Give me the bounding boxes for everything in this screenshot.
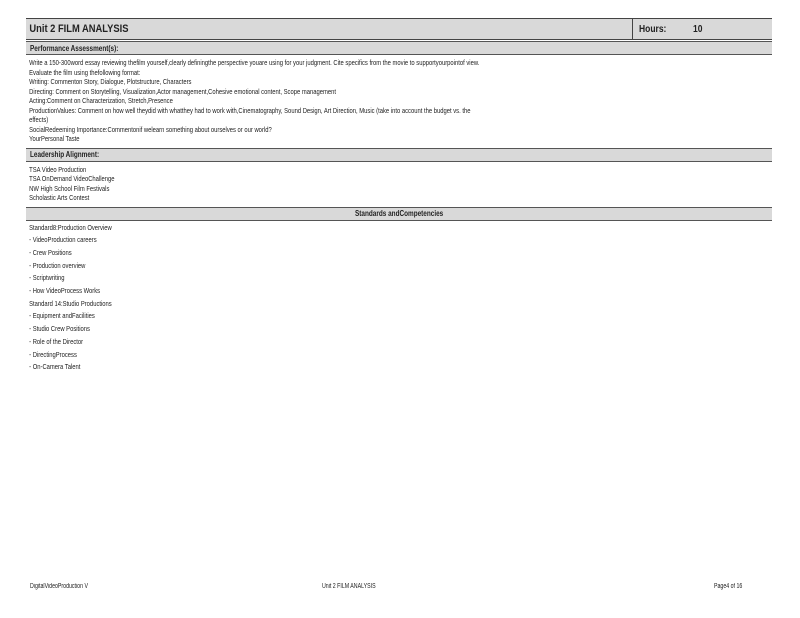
standards-heading: Standards andCompetencies bbox=[354, 209, 444, 218]
standards-line: - Equipment andFacilities bbox=[29, 311, 95, 321]
leadership-line: NW High School Film Festivals bbox=[29, 183, 110, 193]
leadership-text bbox=[26, 165, 772, 203]
leadership-line: TSA OnDemand VideoChallenge bbox=[29, 174, 115, 183]
footer-unit-title: Unit 2 FILM ANALYSIS bbox=[322, 583, 376, 590]
standards-list bbox=[26, 222, 772, 374]
standards-line: - Production overview bbox=[29, 260, 86, 270]
hours-label: Hours: bbox=[639, 23, 667, 35]
performance-line: SocialRedeeming Importance:Commentonif welearn something about ourselves or our world? bbox=[29, 124, 272, 134]
performance-line: Evaluate the film using thefollowing format: bbox=[29, 67, 141, 77]
performance-text bbox=[26, 58, 772, 144]
leadership-line: TSA Video Production bbox=[29, 164, 87, 174]
standards-line: Standard8:Production Overview bbox=[29, 222, 112, 232]
standards-line: - How VideoProcess Works bbox=[29, 286, 101, 296]
standards-line: - VideoProduction careers bbox=[29, 235, 97, 245]
page-footer bbox=[30, 583, 760, 593]
performance-line: Directing: Comment on Storytelling, Visualization,Actor management,Cohesive emotional content, Scope management bbox=[29, 86, 336, 96]
leadership-line: Scholastic Arts Contest bbox=[29, 193, 90, 202]
standards-line: - Crew Positions bbox=[29, 247, 72, 257]
leadership-heading-bar bbox=[26, 148, 772, 162]
performance-line: ProductionValues: Comment on how well theydid with whatthey had to work with,Cinematography, Sound Design, Art Direction, Music (take into account the budget vs. the bbox=[29, 105, 471, 115]
performance-line: Writing: Commenton Story, Dialogue, Plotstructure, Characters bbox=[29, 77, 192, 86]
standards-line: - Studio Crew Positions bbox=[29, 324, 90, 334]
standards-line: - Role of the Director bbox=[29, 336, 84, 346]
performance-heading-bar bbox=[26, 41, 772, 55]
performance-line: YourPersonal Taste bbox=[29, 134, 80, 143]
performance-line: Acting:Comment on Characterization, Stretch,Presence bbox=[29, 96, 173, 105]
footer-page-number: Page4 of 16 bbox=[714, 583, 743, 590]
performance-line: Write a 150-300word essay reviewing thefilm yourself,clearly definingthe perspective youare using for your judgment. Cite specifics from the movie to supportyourpointof view. bbox=[29, 58, 480, 67]
unit-title: Unit 2 FILM ANALYSIS bbox=[29, 23, 129, 35]
hours-cell bbox=[632, 19, 779, 39]
standards-line: - Scriptwriting bbox=[29, 273, 65, 283]
leadership-heading: Leadership Alignment: bbox=[30, 150, 100, 159]
document-page bbox=[26, 18, 772, 374]
standards-line: - DirectingProcess bbox=[29, 349, 77, 359]
standards-line: - On-Camera Talent bbox=[29, 362, 81, 372]
standards-heading-bar bbox=[26, 207, 772, 221]
performance-line: effects) bbox=[29, 115, 49, 124]
unit-header-row bbox=[26, 18, 772, 40]
standards-line: Standard 14:Studio Productions bbox=[29, 298, 112, 308]
hours-value: 10 bbox=[693, 23, 703, 35]
performance-heading: Performance Assessment(s): bbox=[30, 43, 119, 53]
footer-course-name: DigitalVideoProduction V bbox=[30, 583, 88, 590]
